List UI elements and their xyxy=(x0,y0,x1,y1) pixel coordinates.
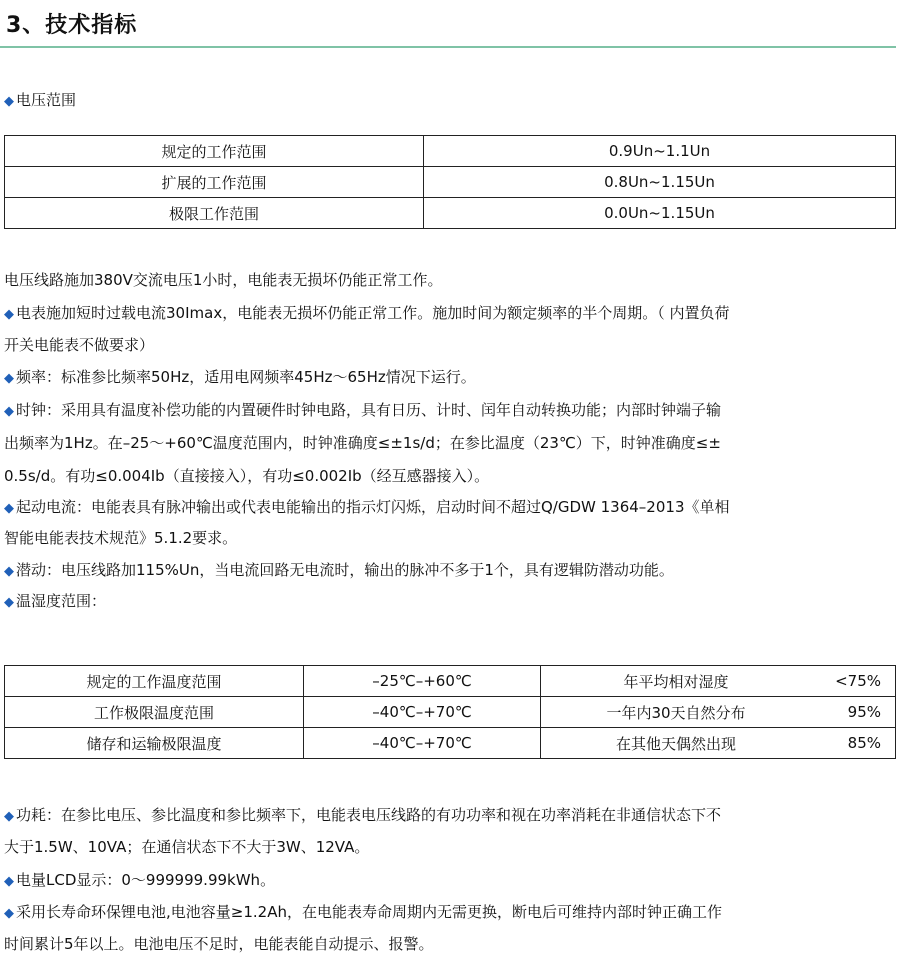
diamond-bullet-icon: ◆ xyxy=(4,564,14,579)
env-section-title: ◆ 温湿度范围： xyxy=(4,592,107,610)
diamond-bullet-icon: ◆ xyxy=(4,874,14,889)
diamond-bullet-icon: ◆ xyxy=(4,371,14,386)
section-heading: 3、技术指标 xyxy=(6,13,138,38)
table-row xyxy=(5,136,896,167)
table-row xyxy=(5,167,896,198)
paragraph: 电压线路施加380V交流电压1小时，电能表无损坏仍能正常工作。 xyxy=(4,271,443,289)
diamond-bullet-icon: ◆ xyxy=(4,307,14,322)
table-row xyxy=(5,697,896,728)
paragraph: ◆ 起动电流：电能表具有脉冲输出或代表电能输出的指示灯闪烁，启动时间不超过Q/GDW 1364–2013《单相 xyxy=(4,498,730,516)
table-cell-name: 极限工作范围 xyxy=(5,198,424,229)
table-row xyxy=(5,198,896,229)
diamond-bullet-icon: ◆ xyxy=(4,906,14,921)
diamond-bullet-icon: ◆ xyxy=(4,595,14,610)
table-cell-humidity-value: 85% xyxy=(811,728,896,759)
paragraph: 大于1.5W、10VA；在通信状态下不大于3W、12VA。 xyxy=(4,838,370,856)
table-cell-temp: –25℃–+60℃ xyxy=(304,666,541,697)
table-cell-value: 0.0Un~1.15Un xyxy=(424,198,896,229)
table-cell-name: 储存和运输极限温度 xyxy=(5,728,304,759)
diamond-bullet-icon: ◆ xyxy=(4,501,14,516)
paragraph: 出频率为1Hz。在–25～+60℃温度范围内，时钟准确度≤±1s/d；在参比温度（23℃）下，时钟准确度≤± xyxy=(4,434,721,452)
paragraph: 0.5s/d。有功≤0.004Ib（直接接入），有功≤0.002Ib（经互感器接入）。 xyxy=(4,467,490,485)
diamond-bullet-icon: ◆ xyxy=(4,809,14,824)
table-cell-humidity-label: 一年内30天自然分布 xyxy=(541,697,812,728)
temperature-humidity-table xyxy=(4,665,896,759)
voltage-section-title: ◆ 电压范围 xyxy=(4,91,77,109)
paragraph: ◆ 时钟：采用具有温度补偿功能的内置硬件时钟电路，具有日历、计时、闰年自动转换功能；内部时钟端子输 xyxy=(4,401,722,419)
paragraph: ◆ 电量LCD显示：0～999999.99kWh。 xyxy=(4,871,276,889)
voltage-range-table xyxy=(4,135,896,229)
table-row xyxy=(5,666,896,697)
paragraph: 开关电能表不做要求） xyxy=(4,336,155,354)
paragraph: 时间累计5年以上。电池电压不足时，电能表能自动提示、报警。 xyxy=(4,935,434,953)
table-cell-temp: –40℃–+70℃ xyxy=(304,697,541,728)
heading-divider xyxy=(0,46,896,48)
paragraph: ◆ 功耗：在参比电压、参比温度和参比频率下，电能表电压线路的有功功率和视在功率消耗在非通信状态下不 xyxy=(4,806,722,824)
paragraph: ◆ 采用长寿命环保锂电池,电池容量≥1.2Ah，在电能表寿命周期内无需更换，断电后可维持内部时钟正确工作 xyxy=(4,903,722,921)
paragraph: ◆ 频率：标准参比频率50Hz，适用电网频率45Hz～65Hz情况下运行。 xyxy=(4,368,476,386)
table-cell-humidity-label: 年平均相对湿度 xyxy=(541,666,812,697)
table-cell-temp: –40℃–+70℃ xyxy=(304,728,541,759)
table-cell-humidity-value: <75% xyxy=(811,666,896,697)
diamond-bullet-icon: ◆ xyxy=(4,94,14,109)
table-cell-humidity-label: 在其他天偶然出现 xyxy=(541,728,812,759)
paragraph: ◆ 电表施加短时过载电流30Imax，电能表无损坏仍能正常工作。施加时间为额定频率的半个周期。（ 内置负荷 xyxy=(4,304,730,322)
table-row xyxy=(5,728,896,759)
paragraph: 智能电能表技术规范》5.1.2要求。 xyxy=(4,529,238,547)
table-cell-name: 规定的工作温度范围 xyxy=(5,666,304,697)
table-cell-name: 扩展的工作范围 xyxy=(5,167,424,198)
diamond-bullet-icon: ◆ xyxy=(4,404,14,419)
table-cell-name: 规定的工作范围 xyxy=(5,136,424,167)
table-cell-value: 0.8Un~1.15Un xyxy=(424,167,896,198)
table-cell-value: 0.9Un~1.1Un xyxy=(424,136,896,167)
table-cell-humidity-value: 95% xyxy=(811,697,896,728)
table-cell-name: 工作极限温度范围 xyxy=(5,697,304,728)
paragraph: ◆ 潜动：电压线路加115%Un，当电流回路无电流时，输出的脉冲不多于1个，具有逻辑防潜动功能。 xyxy=(4,561,674,579)
